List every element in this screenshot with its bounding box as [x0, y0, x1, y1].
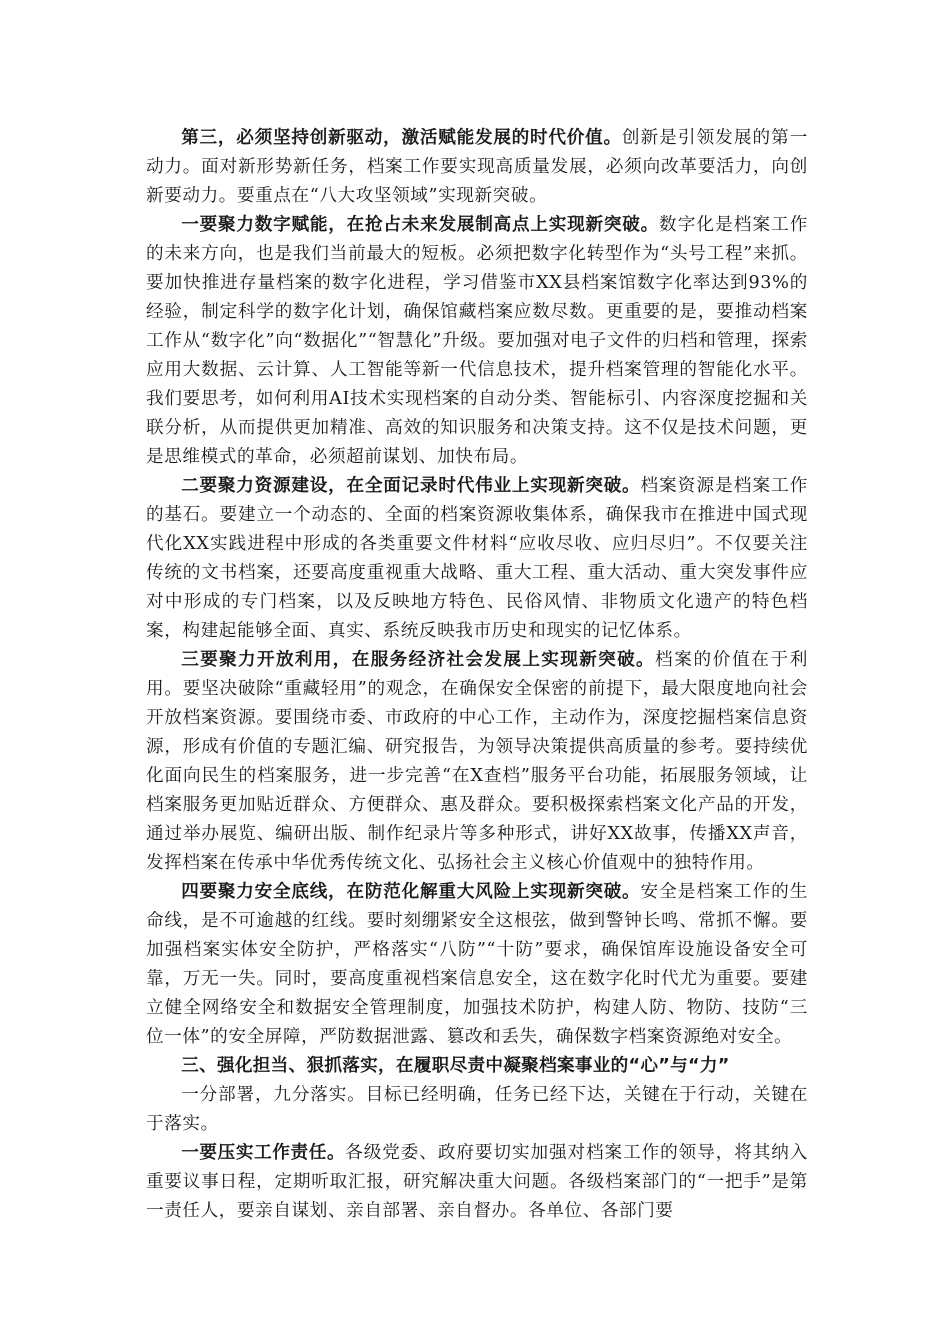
paragraph-lead: 一要聚力数字赋能，在抢占未来发展制高点上实现新突破。	[181, 215, 660, 235]
paragraph-text: 数字化是档案工作的未来方向，也是我们当前最大的短板。必须把数字化转型作为“头号工程”来抓。要加快推进存量档案的数字化进程，学习借鉴市XX县档案馆数字化率达到93%的经验，制定科学的数字化计划，确保馆藏档案应数尽数。更重要的是，要推动档案工作从“数字化”向“数据化”“智慧化”升级。要加强对电子文件的归档和管理，探索应用大数据、云计算、人工智能等新一代信息技术，提升档案管理的智能化水平。我们要思考，如何利用AI技术实现档案的自动分类、智能标引、内容深度挖掘和关联分析，从而提供更加精准、高效的知识服务和决策支持。这不仅是技术问题，更是思维模式的革命，必须超前谋划、加快布局。	[146, 215, 808, 467]
paragraph-lead: 一要压实工作责任。	[181, 1143, 346, 1163]
paragraph-lead: 四要聚力安全底线，在防范化解重大风险上实现新突破。	[181, 882, 641, 902]
paragraph-text: 档案资源是档案工作的基石。要建立一个动态的、全面的档案资源收集体系，确保我市在推进中国式现代化XX实践进程中形成的各类重要文件材料“应收尽收、应归尽归”。不仅要关注传统的文书档案，还要高度重视重大战略、重大工程、重大活动、重大突发事件应对中形成的专门档案，以及反映地方特色、民俗风情、非物质文化遗产的特色档案，构建起能够全面、真实、系统反映我市历史和现实的记忆体系。	[146, 476, 808, 641]
paragraph-lead: 二要聚力资源建设，在全面记录时代伟业上实现新突破。	[181, 476, 641, 496]
paragraph-open-use	[146, 646, 808, 878]
paragraph-innovation	[146, 124, 808, 211]
paragraph-responsibility	[146, 1139, 808, 1226]
paragraph-text: 档案的价值在于利用。要坚决破除“重藏轻用”的观念，在确保安全保密的前提下，最大限度地向社会开放档案资源。要围绕市委、市政府的中心工作，主动作为，深度挖掘档案信息资源，形成有价值的专题汇编、研究报告，为领导决策提供高质量的参考。要持续优化面向民生的档案服务，进一步完善“在X查档”服务平台功能，拓展服务领域，让档案服务更加贴近群众、方便群众、惠及群众。要积极探索档案文化产品的开发，通过举办展览、编研出版、制作纪录片等多种形式，讲好XX故事，传播XX声音，发挥档案在传承中华优秀传统文化、弘扬社会主义核心价值观中的独特作用。	[146, 650, 808, 873]
paragraph-text: 各级党委、政府要切实加强对档案工作的领导，将其纳入重要议事日程，定期听取汇报，研究解决重大问题。各级档案部门的“一把手”是第一责任人，要亲自谋划、亲自部署、亲自督办。各单位、各部门要	[146, 1143, 808, 1221]
paragraph-text: 安全是档案工作的生命线，是不可逾越的红线。要时刻绷紧安全这根弦，做到警钟长鸣、常抓不懈。要加强档案实体安全防护，严格落实“八防”“十防”要求，确保馆库设施设备安全可靠，万无一失。同时，要高度重视档案信息安全，这在数字化时代尤为重要。要建立健全网络安全和数据安全管理制度，加强技术防护，构建人防、物防、技防“三位一体”的安全屏障，严防数据泄露、篡改和丢失，确保数字档案资源绝对安全。	[146, 882, 808, 1047]
section-heading: 三、强化担当、狠抓落实，在履职尽责中凝聚档案事业的“心”与“力”	[181, 1056, 730, 1076]
section-intro: 一分部署，九分落实。目标已经明确，任务已经下达，关键在于行动，关键在于落实。	[146, 1085, 808, 1134]
paragraph-security	[146, 878, 808, 1052]
paragraph-digital	[146, 211, 808, 472]
paragraph-resources	[146, 472, 808, 646]
paragraph-text: 创新是引领发展的第一动力。面对新形势新任务，档案工作要实现高质量发展，必须向改革要活力，向创新要动力。要重点在“八大攻坚领域”实现新突破。	[146, 128, 808, 206]
paragraph-lead: 第三，必须坚持创新驱动，激活赋能发展的时代价值。	[181, 128, 622, 148]
paragraph-lead: 三要聚力开放利用，在服务经济社会发展上实现新突破。	[181, 650, 656, 670]
document-body	[146, 124, 808, 1226]
